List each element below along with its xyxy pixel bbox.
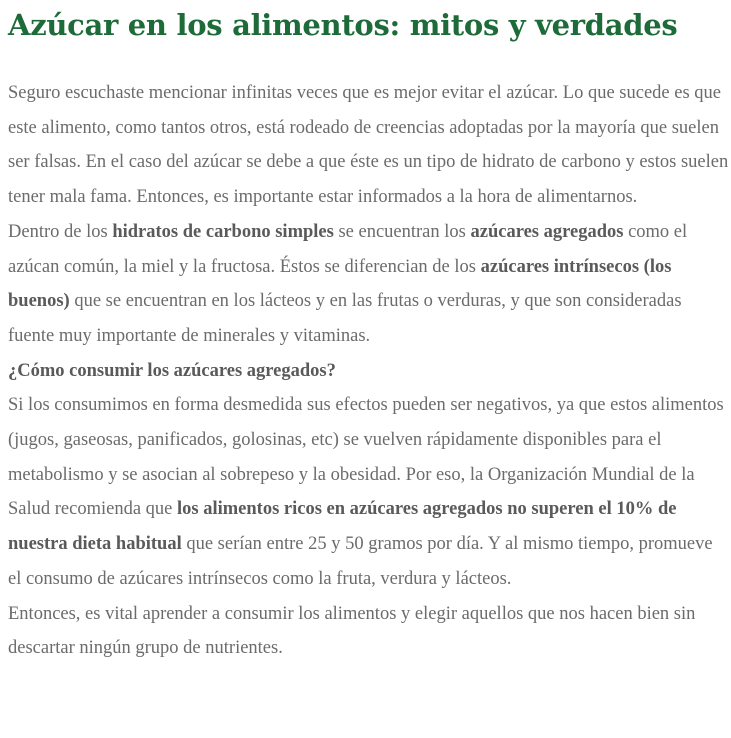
bold-intrinsic-sugars: azúcares intrínsecos (los buenos) (8, 256, 672, 312)
bold-who-recommendation: los alimentos ricos en azúcares agregados no superen el 10% de nuestra dieta habitual (8, 499, 677, 555)
bold-added-sugars: azúcares agregados (470, 221, 624, 242)
paragraph-intro: Seguro escuchaste mencionar infinitas veces que es mejor evitar el azúcar. Lo que sucede es que este alimento, como tantos otros, está rodeado de creencias adoptadas por la mayoría que suelen ser falsas. En el caso del azúcar se debe a que éste es un tipo de hidrato de carbono y estos suelen tener mala fama. Entonces, es importante estar informados a la hora de alimentarnos. (8, 83, 729, 208)
paragraph-consumption (8, 388, 730, 596)
text-segment: que se encuentran en los lácteos y en las frutas o verduras, y que son consideradas fuente muy importante de minerales y vitaminas. (8, 291, 682, 346)
text-segment: como el azúcan común, la miel y la fructosa. Éstos se diferencian de los (8, 221, 688, 277)
text-segment: que serían entre 25 y 50 gramos por día. Y al mismo tiempo, promueve el consumo de azúcares intrínsecos como la fruta, verdura y lácteos. (8, 534, 713, 589)
subheading-text: ¿Cómo consumir los azúcares agregados? (8, 360, 336, 381)
section-subheading (8, 354, 730, 389)
article-body (8, 76, 730, 666)
text-segment: se encuentran los (333, 221, 471, 242)
bold-simple-carbs: hidratos de carbono simples (112, 221, 334, 242)
text-segment: Si los consumimos en forma desmedida sus efectos pueden ser negativos, ya que estos alimentos (jugos, gaseosas, panificados, golosinas, etc) se vuelven rápidamente disponibles para el metabolismo y se asocian al sobrepeso y la obesidad. Por eso, la Organización Mundial de la Salud recomienda que (8, 395, 724, 520)
paragraph-conclusion: Entonces, es vital aprender a consumir los alimentos y elegir aquellos que nos hacen bien sin descartar ningún grupo de nutrientes. (8, 603, 696, 659)
article (8, 0, 730, 666)
text-segment: Dentro de los (8, 221, 113, 242)
paragraph-carbohydrates (8, 215, 730, 354)
article-title: Azúcar en los alimentos: mitos y verdades (8, 8, 678, 42)
